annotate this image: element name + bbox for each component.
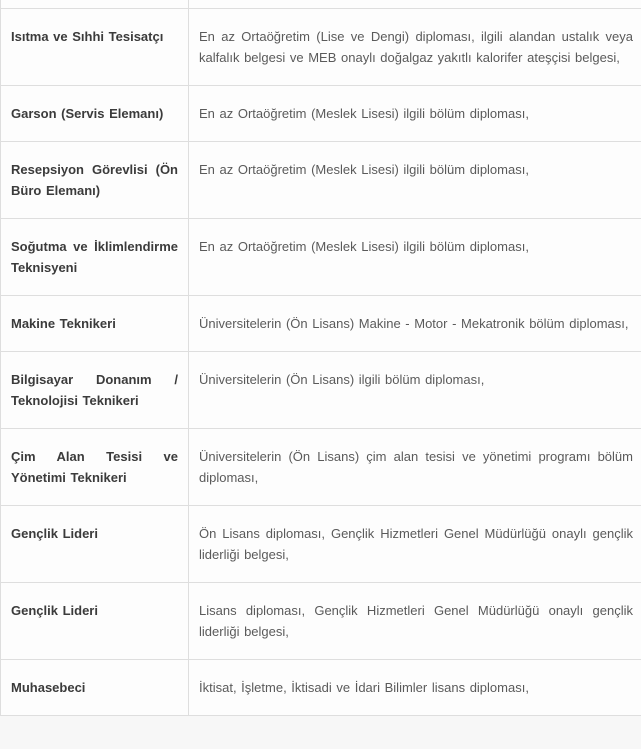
- requirement-cell: En az Ortaöğretim (Meslek Lisesi) ilgili bölüm diploması,: [189, 142, 641, 219]
- table-row: [1, 86, 641, 142]
- job-title-cell: Soğutma ve İklimlendirme Teknisyeni: [1, 219, 189, 296]
- requirement-cell: Ön Lisans diploması, Gençlik Hizmetleri Genel Müdürlüğü onaylı gençlik liderliği belgesi,: [189, 506, 641, 583]
- job-title-cell: Garson (Servis Elemanı): [1, 86, 189, 142]
- job-title-cell: [1, 0, 189, 9]
- cropped-previous-row: [1, 0, 641, 9]
- job-title-cell: Muhasebeci: [1, 660, 189, 716]
- job-title-cell: Bilgisayar Donanım / Teknolojisi Teknikeri: [1, 352, 189, 429]
- requirement-cell: Üniversitelerin (Ön Lisans) çim alan tesisi ve yönetimi programı bölüm diploması,: [189, 429, 641, 506]
- table-row: [1, 506, 641, 583]
- requirement-cell: [189, 0, 641, 9]
- job-title-cell: Gençlik Lideri: [1, 583, 189, 660]
- table-row: [1, 219, 641, 296]
- requirement-cell: Lisans diploması, Gençlik Hizmetleri Genel Müdürlüğü onaylı gençlik liderliği belgesi,: [189, 583, 641, 660]
- table-row: [1, 583, 641, 660]
- table-row: [1, 9, 641, 86]
- requirement-cell: En az Ortaöğretim (Meslek Lisesi) ilgili bölüm diploması,: [189, 86, 641, 142]
- job-title-cell: Makine Teknikeri: [1, 296, 189, 352]
- requirement-cell: En az Ortaöğretim (Meslek Lisesi) ilgili bölüm diploması,: [189, 219, 641, 296]
- table-row: [1, 429, 641, 506]
- requirement-cell: Üniversitelerin (Ön Lisans) ilgili bölüm diploması,: [189, 352, 641, 429]
- table-row: [1, 660, 641, 716]
- requirement-cell: İktisat, İşletme, İktisadi ve İdari Bilimler lisans diploması,: [189, 660, 641, 716]
- job-title-cell: Isıtma ve Sıhhi Tesisatçı: [1, 9, 189, 86]
- table-row: [1, 142, 641, 219]
- job-title-cell: Çim Alan Tesisi ve Yönetimi Teknikeri: [1, 429, 189, 506]
- job-title-cell: Resepsiyon Görevlisi (Ön Büro Elemanı): [1, 142, 189, 219]
- table-row: [1, 352, 641, 429]
- requirement-cell: En az Ortaöğretim (Lise ve Dengi) diploması, ilgili alandan ustalık veya kalfalık belgesi ve MEB onaylı doğalgaz yakıtlı kalorifer ateşçisi belgesi,: [189, 9, 641, 86]
- requirement-cell: Üniversitelerin (Ön Lisans) Makine - Motor - Mekatronik bölüm diploması,: [189, 296, 641, 352]
- job-title-cell: Gençlik Lideri: [1, 506, 189, 583]
- table-row: [1, 296, 641, 352]
